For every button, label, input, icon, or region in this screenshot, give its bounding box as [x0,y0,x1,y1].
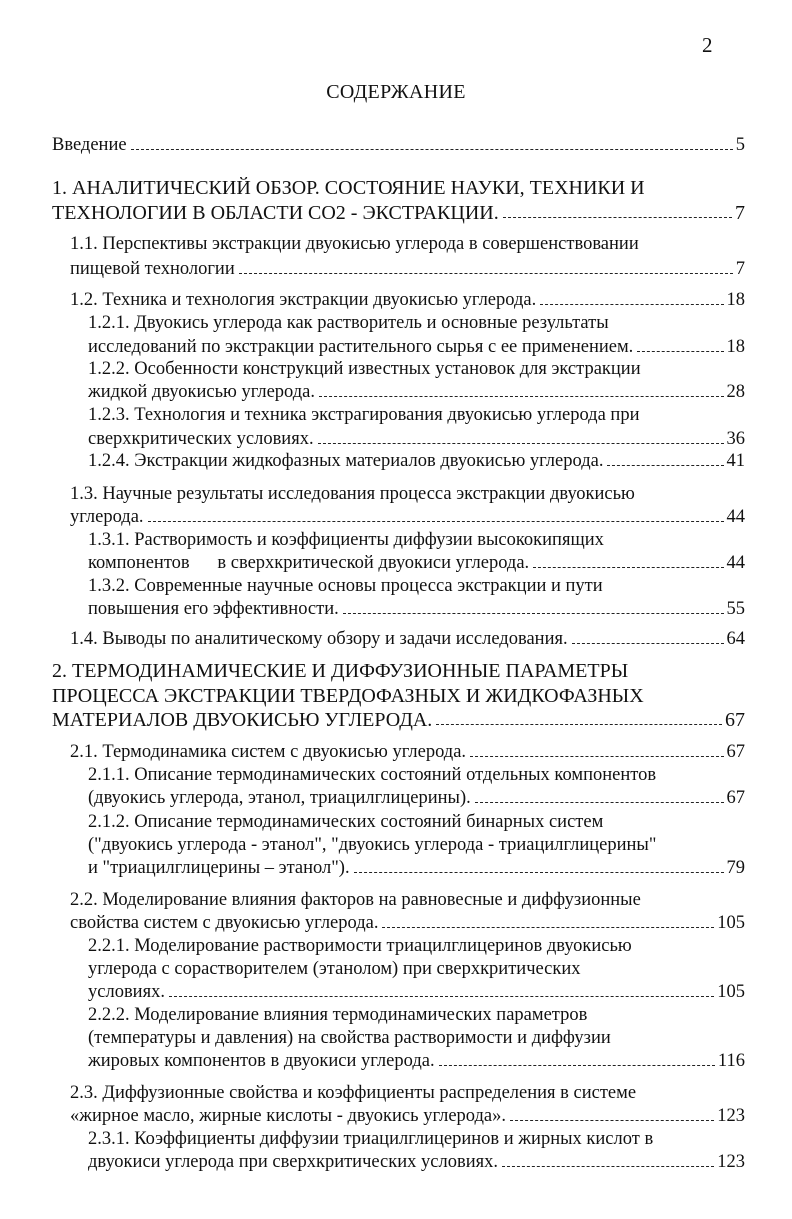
toc-entry-text: 2.1.1. Описание термодинамических состояний отдельных компонентов [88,765,657,785]
toc-entry-text: жировых компонентов в двуокиси углерода. [88,1051,435,1071]
toc-page-number: 123 [717,1152,745,1172]
toc-entry-text: исследований по экстракции растительного сырья с ее применением. [88,337,634,357]
toc-line [88,763,656,787]
toc-page-number: 5 [735,135,745,155]
toc-line [52,133,745,157]
toc-entry-text: «жирное масло, жирные кислоты - двуокись углерода». [70,1106,507,1126]
toc-line [70,627,745,651]
dot-leader [131,149,733,150]
toc-entry-text: ТЕХНОЛОГИИ В ОБЛАСТИ СО2 - ЭКСТРАКЦИИ. [52,202,499,224]
toc-entry-text: 1.2.2. Особенности конструкций известных установок для экстракции [88,359,641,379]
toc-line [70,1081,636,1105]
toc-entry-text: компонентов в сверхкритической двуокиси углерода. [88,553,530,573]
dot-leader [169,996,714,997]
dot-leader [637,351,723,352]
toc-line [88,574,603,598]
toc-line [88,528,604,552]
toc-entry-text: 1.2. Техника и технология экстракции двуокисью углерода. [70,290,537,310]
toc-page-number: 7 [735,259,745,279]
toc-line [52,659,628,683]
toc-page-number: 116 [717,1051,745,1071]
toc-line [70,740,745,764]
toc-page-number: 41 [726,451,745,471]
toc-entry-text: повышения его эффективности. [88,599,339,619]
toc-entry-text: 2.3. Диффузионные свойства и коэффициенты распределения в системе [70,1083,637,1103]
dot-leader [343,613,724,614]
toc-entry-text: условиях. [88,982,165,1002]
toc-line [52,176,645,200]
dot-leader [470,756,723,757]
toc-line [88,1003,587,1027]
dot-leader [354,872,724,873]
toc-line [88,551,745,575]
toc-page-number: 79 [726,858,745,878]
toc-line [88,810,603,834]
toc-entry-text: (двуокись углерода, этанол, триацилглицерины). [88,788,471,808]
toc-line [88,833,656,857]
toc-page-number: 44 [726,553,745,573]
toc-entry-text: 1.4. Выводы по аналитическому обзору и задачи исследования. [70,629,568,649]
toc-page-number: 64 [726,629,745,649]
dot-leader [382,927,714,928]
toc-page-number: 67 [725,709,745,731]
toc-entry-text: свойства систем с двуокисью углерода. [70,913,379,933]
toc-line [52,708,745,732]
toc-entry-text: 1.2.3. Технология и техника экстрагирования двуокисью углерода при [88,405,640,425]
toc-line [88,597,745,621]
toc-entry-text: ("двуокись углерода - этанол", "двуокись углерода - триацилглицерины" [88,835,657,855]
dot-leader [572,643,724,644]
page-number: 2 [702,33,713,57]
dot-leader [319,396,723,397]
dot-leader [540,304,723,305]
toc-entry-text: 1.2.1. Двуокись углерода как растворитель и основные результаты [88,313,609,333]
toc-line [70,1104,745,1128]
toc-entry-text: 2.2. Моделирование влияния факторов на равновесные и диффузионные [70,890,641,910]
toc-page-number: 18 [726,290,745,310]
toc-line [70,482,635,506]
toc-entry-text: и "триацилглицерины – этанол"). [88,858,350,878]
toc-line [88,380,745,404]
toc-page-number: 28 [726,382,745,402]
dot-leader [475,802,724,803]
dot-leader [510,1120,714,1121]
toc-entry-text: 1. АНАЛИТИЧЕСКИЙ ОБЗОР. СОСТОЯНИЕ НАУКИ, ТЕХНИКИ И [52,177,645,199]
toc-line [52,201,745,225]
toc-line [88,427,745,451]
dot-leader [239,273,733,274]
toc-line [88,357,641,381]
toc-line [70,232,639,256]
toc-entry-text: Введение [52,135,127,155]
toc-page-number: 36 [726,429,745,449]
toc-page-number: 67 [726,788,745,808]
toc-entry-text: углерода. [70,507,144,527]
dot-leader [148,521,724,522]
toc-entry-text: 2. ТЕРМОДИНАМИЧЕСКИЕ И ДИФФУЗИОННЫЕ ПАРАМЕТРЫ [52,660,629,682]
dot-leader [318,443,724,444]
toc-entry-text: 2.2.1. Моделирование растворимости триацилглицеринов двуокисью [88,936,632,956]
toc-line [70,505,745,529]
toc-line [88,449,745,473]
toc-line [88,403,639,427]
toc-entry-text: 1.3. Научные результаты исследования процесса экстракции двуокисью [70,484,635,504]
toc-line [88,1049,745,1073]
toc-line [88,786,745,810]
dot-leader [607,465,723,466]
toc-entry-text: 1.3.1. Растворимость и коэффициенты диффузии высококипящих [88,530,604,550]
toc-entry-text: 1.3.2. Современные научные основы процесса экстракции и пути [88,576,603,596]
toc-entry-text: двуокиси углерода при сверхкритических условиях. [88,1152,498,1172]
dot-leader [436,724,722,725]
toc-line [70,288,745,312]
toc-page-number: 105 [717,913,745,933]
toc-entry-text: 2.1.2. Описание термодинамических состояний бинарных систем [88,812,604,832]
dot-leader [503,217,732,218]
toc-entry-text: ПРОЦЕССА ЭКСТРАКЦИИ ТВЕРДОФАЗНЫХ И ЖИДКОФАЗНЫХ [52,685,644,707]
toc-entry-text: 1.2.4. Экстракции жидкофазных материалов двуокисью углерода. [88,451,604,471]
dot-leader [533,567,723,568]
toc-entry-text: углерода с сорастворителем (этанолом) при сверхкритических [88,959,581,979]
toc-line [88,934,632,958]
toc-line [52,684,644,708]
toc-page-number: 18 [726,337,745,357]
toc-entry-text: (температуры и давления) на свойства растворимости и диффузии [88,1028,611,1048]
toc-line [70,888,641,912]
toc-page-number: 55 [726,599,745,619]
toc-line [88,311,609,335]
dot-leader [439,1065,715,1066]
toc-line [88,1127,653,1151]
toc-line [88,980,745,1004]
toc-page-number: 7 [735,202,745,224]
toc-entry-text: жидкой двуокисью углерода. [88,382,316,402]
toc-entry-text: 2.3.1. Коэффициенты диффузии триацилглицеринов и жирных кислот в [88,1129,654,1149]
toc-line [88,1026,611,1050]
toc-entry-text: 2.1. Термодинамика систем с двуокисью углерода. [70,742,467,762]
toc-entry-text: сверхкритических условиях. [88,429,314,449]
toc-entry-text: 2.2.2. Моделирование влияния термодинамических параметров [88,1005,588,1025]
toc-entry-text: пищевой технологии [70,259,235,279]
toc-page-number: 123 [717,1106,745,1126]
toc-line [70,257,745,281]
toc-page-number: 105 [717,982,745,1002]
toc-line [88,335,745,359]
toc-page-number: 67 [726,742,745,762]
toc-page-number: 44 [726,507,745,527]
toc-entry-text: 1.1. Перспективы экстракции двуокисью углерода в совершенствовании [70,234,639,254]
toc-line [88,1150,745,1174]
toc-line [88,856,745,880]
toc-entry-text: МАТЕРИАЛОВ ДВУОКИСЬЮ УГЛЕРОДА. [52,709,433,731]
toc-line [88,957,581,981]
toc-title: СОДЕРЖАНИЕ [326,81,466,103]
toc-line [70,911,745,935]
dot-leader [502,1166,714,1167]
